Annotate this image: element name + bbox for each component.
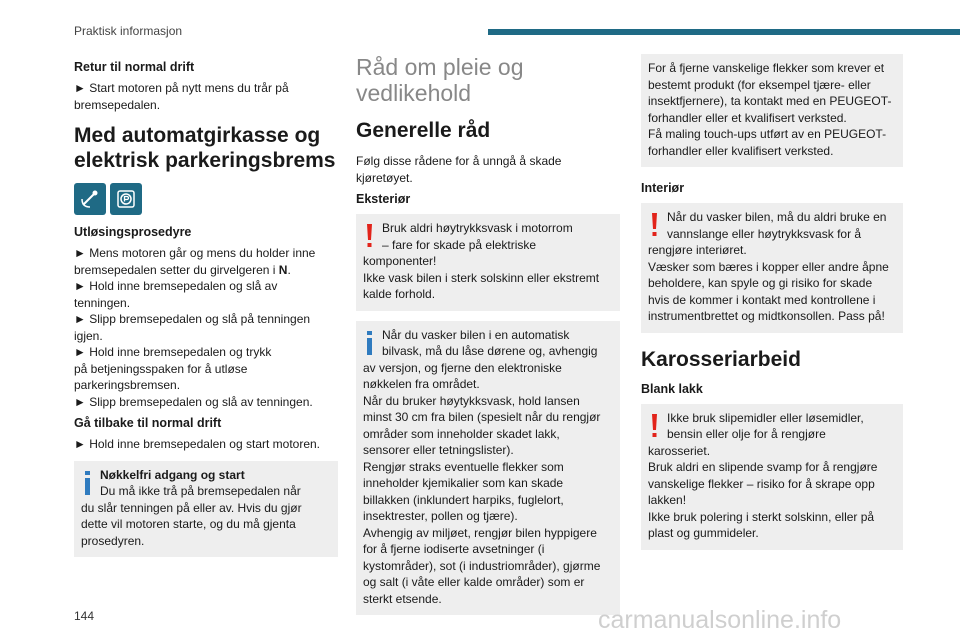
- subheading-release-procedure: Utløsingsprosedyre: [74, 225, 192, 239]
- subheading-interior: Interiør: [641, 181, 685, 195]
- subheading-back-to-normal: Gå tilbake til normal drift: [74, 416, 222, 430]
- watermark: carmanualsonline.info: [598, 606, 842, 634]
- header-accent-bar: [488, 29, 960, 35]
- paragraph-restart: ► Start motoren på nytt mens du trår på bremsepedalen.: [74, 81, 289, 112]
- column-2: [356, 54, 620, 625]
- parking-brake-icon: [110, 183, 142, 215]
- subheading-exterior: Eksteriør: [356, 192, 411, 206]
- icon-row: [74, 183, 338, 215]
- heading-general-advice: Generelle råd: [356, 119, 491, 142]
- warning-box-exterior: Bruk aldri høytrykksvask i motorrom – fare for skade på elektriske komponenter! Ikke vask bilen i sterk solskinn eller ekstremt kalde forhold.: [356, 214, 620, 311]
- column-3: [641, 54, 903, 560]
- paragraph-start-engine: ► Hold inne bremsepedalen og start motoren.: [74, 437, 321, 451]
- page-number: 144: [74, 609, 95, 623]
- warning-box-paint: Ikke bruk slipemidler eller løsemidler, bensin eller olje for å rengjøre karosseriet. Bruk aldri en slipende svamp for å rengjøre vanskelige flekker – risiko for å skrape opp lakken! Ikke bruk polering i sterkt solskinn, eller på plast og gummideler.: [641, 404, 903, 550]
- paragraph-release-steps: ► Mens motoren går og mens du holder inne bremsepedalen setter du girvelgeren i N. ► Hold inne bremsepedalen og slå av tenningen. ► Slipp bremsepedalen og slå på tenningen igjen. ► Hold inne bremsepedalen og trykk på betjeningsspaken for å utløse parkeringsbremsen. ► Slipp bremsepedalen og slå av tenningen.: [74, 246, 316, 409]
- warning-icon: [648, 211, 662, 239]
- heading-bodywork: Karosseriarbeid: [641, 347, 801, 371]
- subheading-glossy-paint: Blank lakk: [641, 381, 703, 396]
- note-box-stains: For å fjerne vanskelige flekker som krever et bestemt produkt (for eksempel tjære- eller insektfjernere), ta kontakt med en PEUGEOT- forhandler eller et kvalifisert verksted. Få maling touch-ups utført av en PEUGEOT- forhandler eller kvalifisert verksted.: [641, 54, 903, 167]
- info-box-car-wash: Når du vasker bilen i en automatisk bilvask, må du låse dørene og, avhengig av versjon, og fjerne den elektroniske nøkkelen fra området. Når du bruker høytykksvask, hold lansen minst 30 cm fra bilen (spesielt når du rengjør områder som inneholder skadet lakk, sensorer eller tetningslister). Rengjør straks eventuelle flekker som inneholder kjemikalier som kan skade billakken (inklundert harpiks, fuglelort, insektrester, pollen og tjære). Avhengig av miljøet, rengjør bilen hyppigere for å fjerne iodiserte avsetninger (i kystområder), sot (i industriområder), gjørme og salt (i våte eller kalde områder) som er sterkt etsende.: [356, 321, 620, 616]
- gearbox-icon: [74, 183, 106, 215]
- info-icon: [81, 469, 95, 497]
- warning-icon: [363, 222, 377, 250]
- subheading-return-normal: Retur til normal drift: [74, 60, 195, 74]
- column-1: [74, 54, 338, 567]
- header-section-title: Praktisk informasjon: [74, 24, 183, 38]
- warning-box-interior: Når du vasker bilen, må du aldri bruke en vannslange eller høytrykksvask for å rengjøre interiøret. Væsker som bæres i kopper eller andre åpne beholdere, kan spyle og gi risiko for skade hvis de kommer i kontakt med kontrollene i instrumentbrettet og midtkonsollen. Pass på!: [641, 203, 903, 333]
- info-box-keyless: Nøkkelfri adgang og start Du må ikke trå på bremsepedalen når du slår tenningen på eller av. Hvis du gjør dette vil motoren starte, og du må gjenta prosedyren.: [74, 461, 338, 558]
- paragraph-intro: Følg disse rådene for å unngå å skade kjøretøyet.: [356, 154, 562, 185]
- chapter-title: Råd om pleie og vedlikehold: [356, 54, 524, 106]
- heading-automatic-gearbox: Med automatgirkasse og elektrisk parkeringsbrems: [74, 124, 336, 172]
- warning-icon: [648, 412, 662, 440]
- info-icon: [363, 329, 377, 357]
